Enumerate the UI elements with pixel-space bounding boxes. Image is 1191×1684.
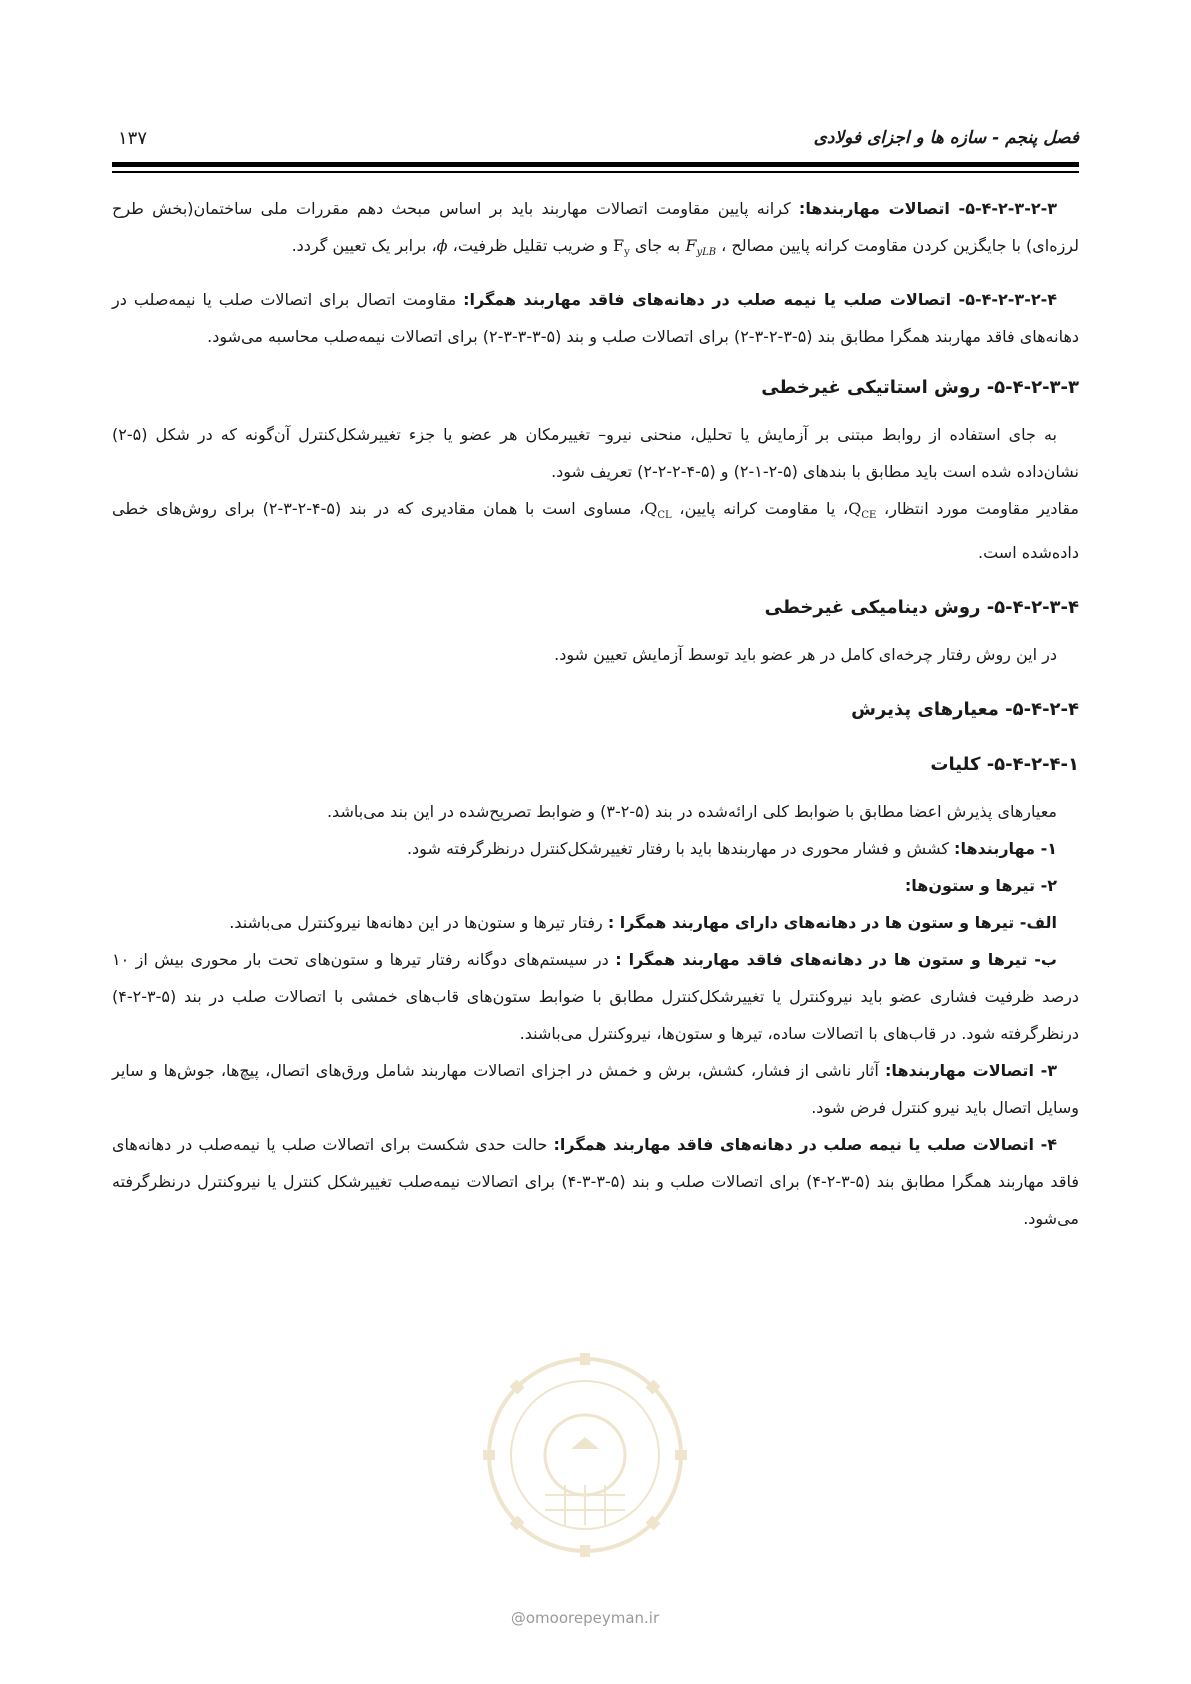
list-item-rigid-connections: ۴- اتصالات صلب یا نیمه صلب در دهانه‌های فاقد مهاربند همگرا: حالت حدی شکست برای اتصالات صلب یا نیمه‌صلب در دهانه‌های فاقد مهاربند همگرا مطابق بند (۵-۳-۲-۴) برای اتصالات صلب و بند (۵-۳-۳-۴) برای اتصالات نیمه‌صلب تغییرشکل کنترل یا نیروکنترل درنظرگرفته می‌شود. xyxy=(112,1135,1079,1229)
paragraph-expected-strength: مقادیر مقاومت مورد انتظار، $Q_{CE}،$ یا مقاومت کرانه پایین، $Q_{CL}،$ مساوی است با همان مقادیری که در بند (۵-۴-۲-۳-۲) برای روش‌های خطی داده‌شده است. xyxy=(112,499,1079,563)
symbol-fy: $F_y$ xyxy=(613,236,630,259)
subsection-heading: ۵-۴-۲-۳-۲-۴- اتصالات صلب یا نیمه صلب در دهانه‌های فاقد مهاربند همگرا: xyxy=(463,290,1057,310)
paragraph-cyclic-behavior: در این روش رفتار چرخه‌ای کامل در هر عضو باید توسط آزمایش تعیین شود. xyxy=(554,645,1057,665)
watermark-url: @omoorepeyman.ir xyxy=(510,1609,660,1627)
stamp-seal-icon xyxy=(475,1345,695,1565)
list-item-braced-bays: الف- تیرها و ستون ها در دهانه‌های دارای مهاربند همگرا : رفتار تیرها و ستون‌ها در این دهانه‌ها نیروکنترل می‌باشند. xyxy=(229,913,1057,933)
heading-general: ۵-۴-۲-۴-۱- کلیات xyxy=(930,754,1079,776)
list-item-beams-columns: ۲- تیرها و ستون‌ها: xyxy=(904,876,1057,896)
symbol-phi: ϕ xyxy=(436,236,448,255)
paragraph-force-displacement: به جای استفاده از روابط مبتنی بر آزمایش یا تحلیل، منحنی نیرو– تغییرمکان هر عضو یا جزء تغییرشکل‌کنترل آن‌گونه که در شکل (۵-۲) نشان‌داده شده است باید مطابق با بندهای (۵-۲-۱-۲) و (۵-۴-۲-۲-۲) تعریف شود. xyxy=(112,425,1079,482)
list-item-braces: ۱- مهاربندها: کشش و فشار محوری در مهاربندها باید با رفتار تغییرشکل‌کنترل درنظرگرفته شود. xyxy=(406,839,1057,859)
page-number: ۱۳۷ xyxy=(118,128,148,149)
list-item-unbraced-bays: ب- تیرها و ستون ها در دهانه‌های فاقد مهاربند همگرا : در سیستم‌های دوگانه رفتار تیرها و ستون‌های تحت بار محوری بیش از ۱۰ درصد ظرفیت فشاری عضو باید نیروکنترل یا تغییرشکل‌کنترل مطابق با ضوابط ستون‌های قاب‌های خمشی با اتصالات صلب در بند (۵-۳-۲-۴) درنظرگرفته شود. در قاب‌های با اتصالات ساده، تیرها و ستون‌ها، نیروکنترل می‌باشند. xyxy=(112,950,1079,1044)
symbol-qce: $Q_{CE}$ xyxy=(848,499,877,522)
heading-nonlinear-static: ۵-۴-۲-۳-۳- روش استاتیکی غیرخطی xyxy=(761,377,1079,399)
paragraph-brace-connections: ۵-۴-۲-۳-۲-۳- اتصالات مهاربندها: کرانه پایین مقاومت اتصالات مهاربند باید بر اساس مبحث دهم مقررات ملی ساختمان(بخش طرح لرزه‌ای) با جایگزین کردن مقاومت کرانه پایین مصالح ، $F_{yLB}$ به جای $F_y$ و ضریب تقلیل ظرفیت، ϕ، برابر یک تعیین گردد. xyxy=(112,199,1079,259)
list-item-brace-connections: ۳- اتصالات مهاربندها: آثار ناشی از فشار، کشش، برش و خمش در اجزای اتصالات مهاربند شامل ورق‌های اتصال، پیچ‌ها، جوش‌ها و سایر وسایل اتصال باید نیرو کنترل فرض شود. xyxy=(112,1061,1079,1118)
paragraph-rigid-connections: ۵-۴-۲-۳-۲-۴- اتصالات صلب یا نیمه صلب در دهانه‌های فاقد مهاربند همگرا: مقاومت اتصال برای اتصالات صلب یا نیمه‌صلب در دهانه‌های فاقد مهاربند همگرا مطابق بند (۵-۳-۲-۳-۲) برای اتصالات صلب و بند (۵-۳-۳-۳-۲) برای اتصالات نیمه‌صلب محاسبه می‌شود. xyxy=(112,290,1079,347)
symbol-fylb: $F_{yLB}$ xyxy=(685,236,717,259)
header-rule-thin xyxy=(112,171,1079,173)
chapter-title: فصل پنجم - سازه ها و اجزای فولادی xyxy=(813,128,1079,148)
page-body xyxy=(112,190,1079,1237)
subsection-heading: ۵-۴-۲-۳-۲-۳- اتصالات مهاربندها: xyxy=(798,199,1057,218)
heading-acceptance-criteria: ۵-۴-۲-۴- معیارهای پذیرش xyxy=(851,699,1079,721)
heading-nonlinear-dynamic: ۵-۴-۲-۳-۴- روش دینامیکی غیرخطی xyxy=(764,597,1079,619)
symbol-qcl: $Q_{CL}$ xyxy=(644,499,672,522)
paragraph-acceptance-general: معیارهای پذیرش اعضا مطابق با ضوابط کلی ارائه‌شده در بند (۵-۲-۳) و ضوابط تصریح‌شده در این بند می‌باشد. xyxy=(326,802,1057,822)
header-rule-thick xyxy=(112,162,1079,167)
